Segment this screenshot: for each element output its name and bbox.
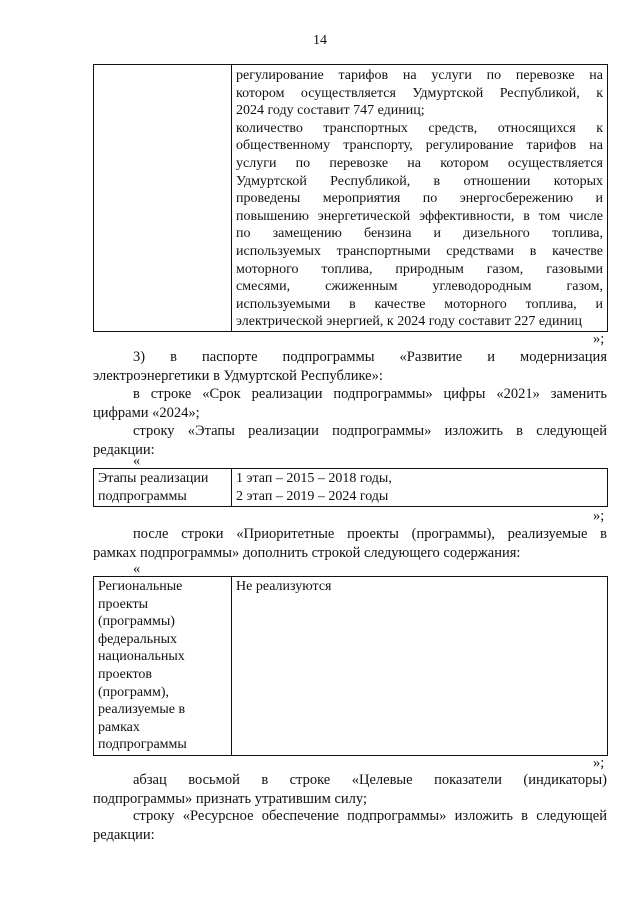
table-line: моторного топлива, природным газом, газовыми [236,261,603,277]
regional-projects-label-cell [94,577,232,756]
table-line: по замещению бензина и дизельного топлива, [236,226,603,242]
paragraph-line: строку «Этапы реализации подпрограммы» изложить в следующей [133,423,607,439]
paragraph-add-row [93,525,607,562]
table-line: услуги по перевозке на котором осуществляется [236,155,603,171]
paragraph-line: рамках подпрограммы» дополнить строкой следующего содержания: [93,544,521,561]
regional-projects-label-line: рамках [98,719,140,735]
regional-projects-label-line: проектов [98,666,153,682]
stages-value-cell [232,469,608,507]
paragraph-line: редакции: [93,441,155,458]
stages-label-cell [94,469,232,507]
table-line: электрической энергией, к 2024 году составит 227 единиц [236,314,582,330]
table-line: регулирование тарифов на услуги по перевозке на [236,68,603,83]
paragraph-line: абзац восьмой в строке «Целевые показатели (индикаторы) [133,772,607,788]
table-line: Удмуртской Республикой, в отношении которых [236,173,603,189]
closing-quote: »; [593,331,605,347]
paragraph-item-3 [93,348,607,385]
opening-quote: « [133,453,141,469]
closing-quote: »; [593,755,605,771]
paragraph-line: после строки «Приоритетные проекты (программы), реализуемые в [133,526,607,542]
regional-projects-label-line: национальных [98,649,185,665]
opening-quote: « [133,561,141,577]
regional-projects-label-line: федеральных [98,631,178,647]
regional-projects-label-line: подпрограммы [98,737,187,753]
stages-label-line: подпрограммы [98,488,187,504]
paragraph-resources-row [93,807,607,844]
regional-projects-label-line: (программ), [98,684,169,700]
paragraph-line: редакции: [93,826,155,843]
regional-projects-label-line: Региональные [98,579,183,594]
paragraph-stages-row [93,422,607,459]
regional-projects-label-line: реализуемые в [98,702,186,718]
paragraph-line: 3) в паспорте подпрограммы «Развитие и модернизация [133,349,607,365]
paragraph-line: цифрами «2024»; [93,404,200,421]
table-line: 2024 году составит 747 единиц; [236,103,425,119]
stages-table [93,468,608,507]
stages-label-line: Этапы реализации [98,471,209,486]
paragraph-indicators [93,771,607,808]
paragraph-line: в строке «Срок реализации подпрограммы» цифры «2021» заменить [133,386,607,402]
passport-table-continued [93,64,608,332]
table-left-cell [94,65,232,332]
stages-value-line: 1 этап – 2015 – 2018 годы, [236,471,392,486]
table-line: используемых транспортными средствами в качестве [236,243,603,259]
paragraph-line: строку «Ресурсное обеспечение подпрограммы» изложить в следующей [133,808,607,824]
regional-projects-label-line: (программы) [98,614,175,630]
regional-projects-label-line: проекты [98,596,149,612]
paragraph-period-change [93,385,607,422]
table-line: общественному транспорту, регулирование тарифов на [236,138,603,154]
table-line: проведены мероприятия по энергосбережению и [236,191,603,207]
paragraph-line: электроэнергетики в Удмуртской Республике»: [93,367,383,384]
table-line: используемыми в качестве моторного топлива, и [236,296,603,312]
regional-projects-table [93,576,608,756]
page-number: 14 [313,33,327,48]
table-line: смесями, сжиженным углеводородным газом, [236,279,603,295]
stages-value-line: 2 этап – 2019 – 2024 годы [236,488,389,504]
regional-projects-value-cell: Не реализуются [232,577,608,756]
table-right-cell [232,65,608,332]
closing-quote: »; [593,508,605,524]
table-line: количество транспортных средств, относящихся к [236,120,603,136]
table-line: котором осуществляется Удмуртской Республикой, к [236,85,603,101]
paragraph-line: подпрограммы» признать утратившим силу; [93,790,367,807]
table-line: повышению энергетической эффективности, в том числе [236,208,603,224]
